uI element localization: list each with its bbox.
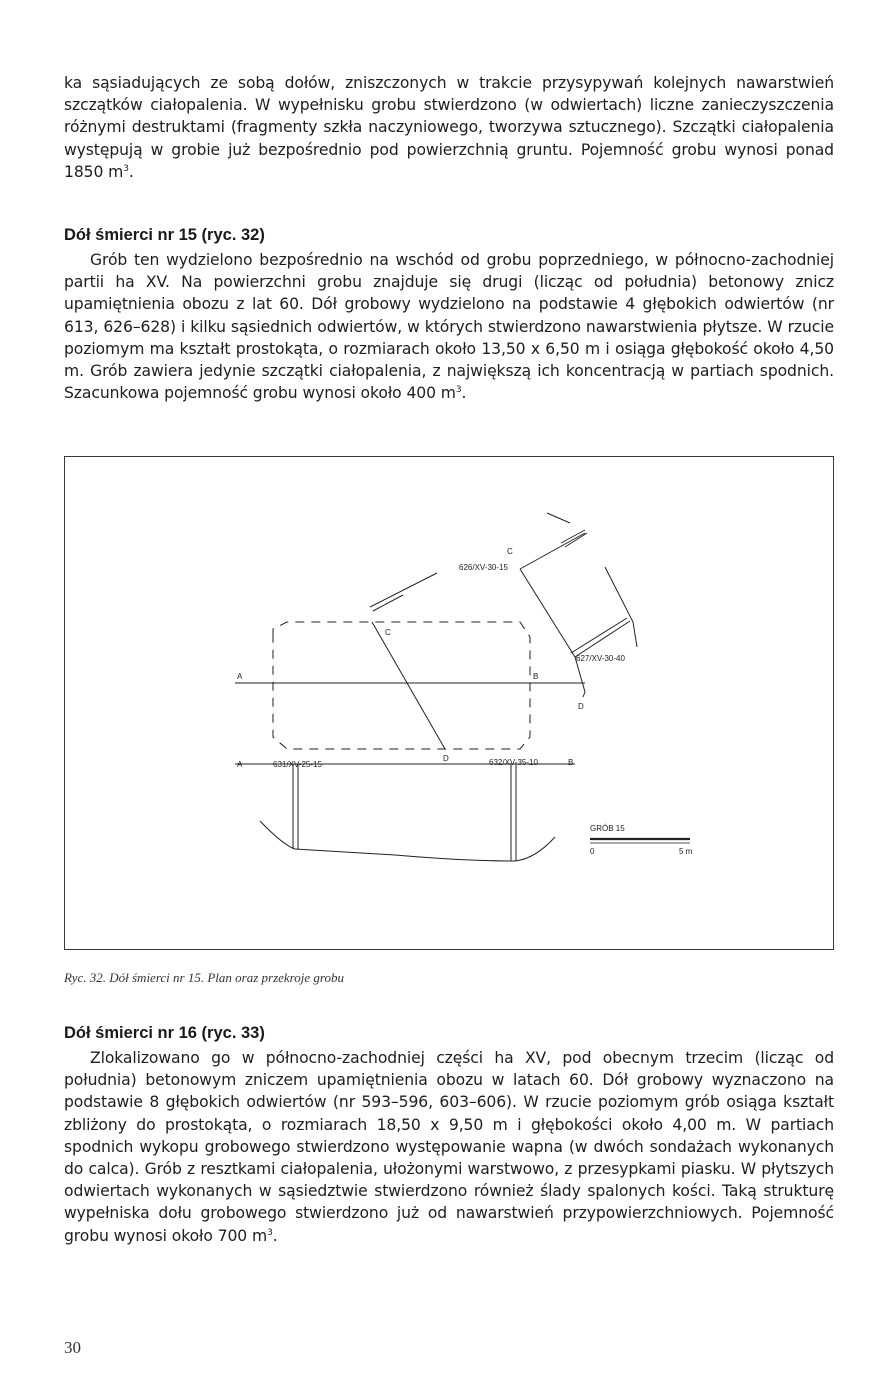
label-grave-15: GRÓB 15 [590, 824, 625, 833]
label-c-top: C [507, 547, 513, 556]
label-d-plan: D [443, 754, 449, 763]
label-b-plan: B [533, 672, 539, 681]
label-a-section: A [237, 760, 243, 769]
north-arrow-icon [547, 513, 570, 523]
label-borehole-632: 632/XV-35-10 [489, 758, 538, 767]
figure-32-drawing [65, 457, 833, 949]
label-a-plan: A [237, 672, 243, 681]
label-scale-end: 5 m [679, 847, 693, 856]
label-borehole-631: 631/XV-25-15 [273, 760, 322, 769]
paragraph-grave-15: Grób ten wydzielono bezpośrednio na wschód od grobu poprzedniego, w północno-zachodniej partii ha XV. Na powierzchni grobu znajduje się drugi (licząc od południa) betonowy znicz upamiętnienia obozu z lat 60. Dół grobowy wydzielono na podstawie 4 głębokich odwiertów (nr 613, 626–628) i kilku sąsiednich odwiertów, w których stwierdzono nawarstwienia płytsze. W rzucie poziomym ma kształt prostokąta, o rozmiarach około 13,50 x 6,50 m i osiąga głębokość około 4,50 m. Grób zawiera jedynie szczątki ciałopalenia, z największą ich koncentracją w partiach spodnich. Szacunkowa pojemność grobu wynosi około 400 $m^3$. [64, 251, 834, 403]
label-borehole-627: 627/XV-30-40 [576, 654, 625, 663]
section-heading-grave-15: Dół śmierci nr 15 (ryc. 32) [64, 226, 265, 244]
borehole-line-c-d [520, 569, 585, 697]
label-borehole-626: 626/XV-30-15 [459, 563, 508, 572]
paragraph-grave-14-end: ka sąsiadujących ze sobą dołów, zniszczonych w trakcie przysypywań kolejnych nawarstwień szczątków ciałopalenia. W wypełnisku grobu stwierdzono (w odwiertach) liczne zanieczyszczenia różnymi destruktami (fragmenty szkła naczyniowego, tworzywa sztucznego). Szczątki ciałopalenia występują w grobie już bezpośrednio pod powierzchnią gruntu. Pojemność grobu wynosi ponad 1850 $m^3$. [64, 74, 834, 181]
label-b-section: B [568, 758, 574, 767]
figure-caption: Ryc. 32. Dół śmierci nr 15. Plan oraz przekroje grobu [64, 970, 344, 985]
label-d-right: D [578, 702, 584, 711]
section-heading-grave-16: Dół śmierci nr 16 (ryc. 33) [64, 1024, 265, 1042]
grave-plan-outline [273, 622, 530, 749]
label-c-plan: C [385, 628, 391, 637]
paragraph-grave-16: Zlokalizowano go w północno-zachodniej części ha XV, pod obecnym trzecim (licząc od południa) betonowym zniczem upamiętnienia obozu w latach 60. Dół grobowy wyznaczono na podstawie 8 głębokich odwiertów (nr 593–596, 603–606). W rzucie poziomym grób osiąga kształt zbliżony do prostokąta, o rozmiarach 18,50 x 9,50 m i głębokości około 4,00 m. W partiach spodnich wykopu grobowego stwierdzono występowanie wapna (w dwóch sondażach wykonanych do calca). Grób z resztkami ciałopalenia, ułożonymi warstwowo, z przesypkami piasku. W płytszych odwiertach wykonanych w sąsiedztwie stwierdzono również ślady spalonych kości. Taką strukturę wypełniska dołu grobowego stwierdzono już od nawarstwień przypowierzchniowych. Pojemność grobu wynosi około 700 $m^3$. [64, 1049, 834, 1245]
page-number: 30 [64, 1338, 81, 1357]
figure-32-frame [64, 456, 834, 950]
label-scale-start: 0 [590, 847, 595, 856]
